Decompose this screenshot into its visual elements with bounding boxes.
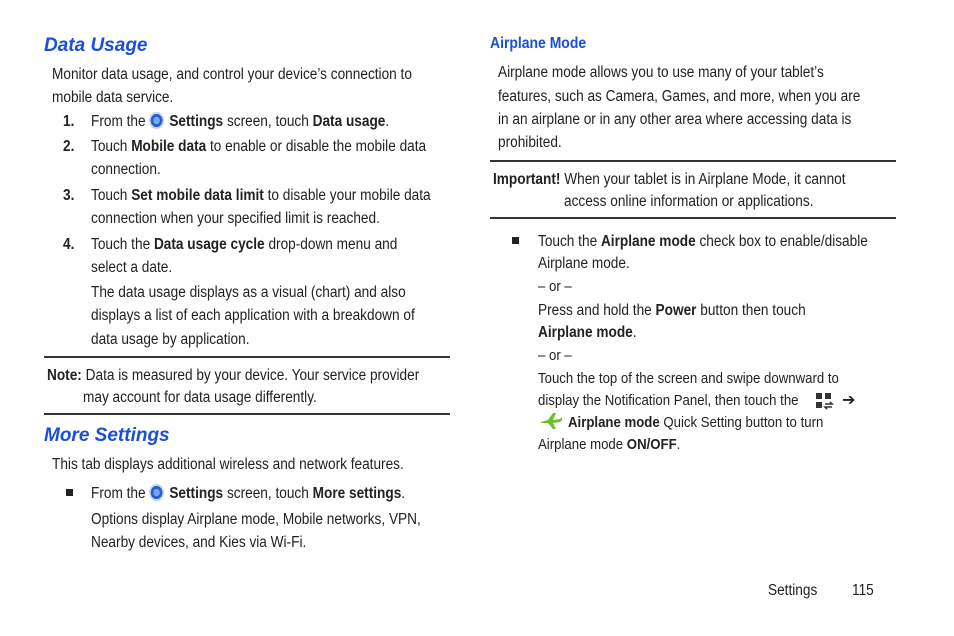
airplane-intro-line4: prohibited. [498,134,562,151]
bullet-icon [66,489,73,496]
more-b1-settings: Settings [169,485,224,502]
press-line1 [538,299,806,322]
page-number: 115 [852,582,874,599]
airplane-intro-line3: in an airplane or in any other area where accessing data is [498,111,852,128]
step-1-number: 1. [63,113,75,130]
arrow-icon: ➔ [842,392,856,409]
air-b1-text-a: Touch the [538,233,601,250]
note-label: Note: [47,367,82,384]
step-2-mobile-data: Mobile data [131,138,207,155]
step-1-text [91,110,389,133]
bullet-icon [512,237,519,244]
press-power: Power [655,302,697,319]
airplane-mode-heading: Airplane Mode [490,35,587,52]
settings-icon [149,484,164,501]
chart-note-line1: The data usage displays as a visual (chart) and also [91,284,406,301]
step-3-line1 [91,184,431,207]
data-usage-intro-line1: Monitor data usage, and control your device’s connection to [52,66,412,83]
step-4-line2: select a date. [91,259,173,276]
more-b1-text-a: From the [91,485,146,502]
swipe-text-4a: Airplane mode [538,436,627,453]
swipe-line1: Touch the top of the screen and swipe downward to [538,370,839,387]
step-4-number: 4. [63,236,75,253]
airplane-icon [539,411,563,431]
step-3-number: 3. [63,187,75,204]
swipe-airplane-mode: Airplane mode [568,414,660,431]
more-b1-text-e: . [401,485,406,502]
swipe-line3 [568,412,823,434]
step-1-data-usage: Data usage [312,113,386,130]
step-3-line2: connection when your specified limit is reached. [91,210,380,227]
swipe-line4 [538,434,680,456]
step-3-text-a: Touch [91,187,132,204]
chart-note-line2: displays a list of each application with a breakdown of [91,307,415,324]
step-2-number: 2. [63,138,75,155]
step-4-text-a: Touch the [91,236,154,253]
swipe-text-b: Quick Setting button to turn [659,414,824,431]
settings-icon [149,112,164,129]
note-line1 [47,364,419,387]
more-options-line1: Options display Airplane mode, Mobile networks, VPN, [91,511,421,528]
press-text-c: button then touch [696,302,806,319]
step-2-text-a: Touch [91,138,132,155]
swipe-period: . [676,436,681,453]
note-bottom-rule [44,413,450,415]
press-line2 [538,321,637,344]
press-period: . [632,324,637,341]
more-settings-heading: More Settings [44,425,170,446]
footer-section: Settings [768,582,818,599]
more-bullet-line1 [91,482,405,505]
step-4-text-c: drop-down menu and [264,236,398,253]
step-1-text-e: . [385,113,390,130]
press-airplane-mode: Airplane mode [538,324,633,341]
airplane-intro-line1: Airplane mode allows you to use many of your tablet’s [498,64,824,81]
step-2-line2: connection. [91,161,161,178]
air-b1-airplane-mode: Airplane mode [600,233,696,250]
swipe-text-a: display the Notification Panel, then touch the [538,392,799,409]
step-1-settings: Settings [169,113,224,130]
more-b1-more-settings: More settings [312,485,402,502]
air-b1-text-c: check box to enable/disable [695,233,868,250]
more-b1-text-c: screen, touch [223,485,313,502]
step-2-line1 [91,135,426,158]
step-3-text-c: to disable your mobile data [263,187,431,204]
important-bottom-rule [490,217,896,219]
quick-settings-grid-icon [815,392,835,410]
chart-note-line3: data usage by application. [91,331,250,348]
or-separator-1: – or – [538,278,572,295]
note-line2: may account for data usage differently. [83,389,317,406]
step-4-line1 [91,233,397,256]
step-1-text-c: screen, touch [223,113,313,130]
note-text-1: Data is measured by your device. Your service provider [81,367,420,384]
more-options-line2: Nearby devices, and Kies via Wi-Fi. [91,534,307,551]
important-label: Important! [493,171,561,188]
important-line2: access online information or applications. [564,193,814,210]
swipe-line2 [538,390,799,412]
swipe-on-off: ON/OFF [626,436,677,453]
step-3-set-limit: Set mobile data limit [131,187,264,204]
important-line1 [493,168,846,191]
press-text-a: Press and hold the [538,302,656,319]
data-usage-intro-line2: mobile data service. [52,89,174,106]
step-1-text-a: From the [91,113,146,130]
data-usage-heading: Data Usage [44,35,148,56]
air-bullet-line2: Airplane mode. [538,255,630,272]
important-text-1: When your tablet is in Airplane Mode, it cannot [560,171,846,188]
step-2-text-c: to enable or disable the mobile data [206,138,427,155]
airplane-intro-line2: features, such as Camera, Games, and more, when you are [498,88,861,105]
important-top-rule [490,160,896,162]
air-bullet-line1 [538,230,868,253]
step-4-cycle: Data usage cycle [153,236,265,253]
note-top-rule [44,356,450,358]
more-settings-intro: This tab displays additional wireless and network features. [52,456,404,473]
or-separator-2: – or – [538,347,572,364]
